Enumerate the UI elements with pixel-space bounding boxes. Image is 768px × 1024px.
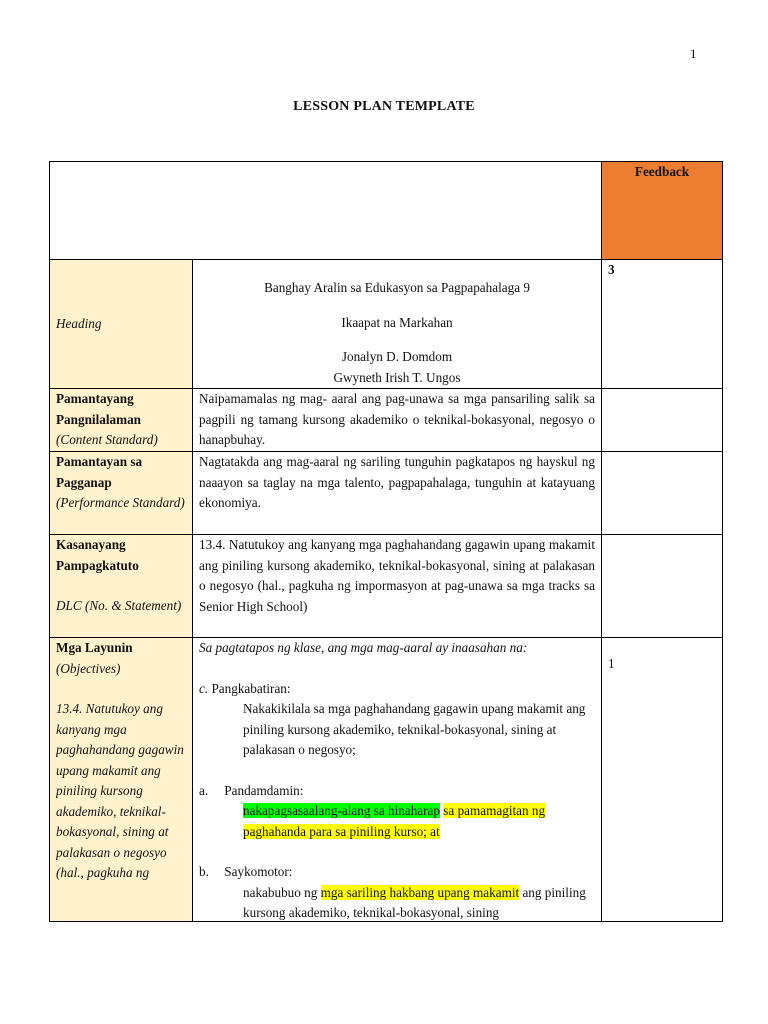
objective-affective-marker: a. <box>199 782 209 798</box>
objective-cognitive <box>199 679 595 700</box>
performance-standard-feedback <box>602 452 723 535</box>
objectives-content <box>193 638 602 922</box>
heading-content <box>193 260 602 389</box>
objective-psychomotor-title: Saykomotor: <box>224 864 293 879</box>
competency-row <box>50 535 723 638</box>
document-title: LESSON PLAN TEMPLATE <box>293 99 475 114</box>
psychomotor-text-pre: nakabubuo ng <box>243 884 321 900</box>
highlight-green: nakapagsasaalang-alang sa hinaharap <box>243 803 440 818</box>
competency-text: 13.4. Natutukoy ang kanyang mga paghahandang gagawin upang makamit ang piniling kursong akademiko, teknikal-bokasyonal, sining at palakasan o negosyo (hal., pagkuha ng impormasyon at pag-unawa sa mga tracks sa Senior High School) <box>193 535 602 638</box>
objectives-row <box>50 638 723 922</box>
competency-title-en: DLC (No. & Statement) <box>56 598 182 613</box>
objective-affective <box>199 781 595 802</box>
objectives-label-detail: 13.4. Natutukoy ang kanyang mga paghahandang gagawin upang makamit ang piniling kursong akademiko, teknikal-bokasyonal, sining at palakasan o negosyo (hal., pagkuha ng <box>56 701 184 880</box>
objective-psychomotor-marker: b. <box>199 864 209 879</box>
content-standard-text: Naipamamalas ng mag- aaral ang pag-unawa sa mga pansariling salik sa pagpili ng tamang kursong akademiko o teknikal-bokasyonal, negosyo o hanapbuhay. <box>193 389 602 452</box>
objectives-intro: Sa pagtatapos ng klase, ang mga mag-aaral ay inaasahan na: <box>199 640 528 655</box>
objectives-title-en: (Objectives) <box>56 660 121 676</box>
objective-psychomotor-text <box>199 883 595 922</box>
heading-label: Heading <box>50 260 193 389</box>
heading-row <box>50 260 723 389</box>
page-number: 1 <box>690 46 697 61</box>
performance-standard-row <box>50 452 723 535</box>
competency-title: Kasanayang Pampagkatuto <box>56 537 139 573</box>
objective-psychomotor <box>199 862 595 883</box>
performance-standard-label <box>50 452 193 535</box>
heading-feedback: 3 <box>602 260 723 389</box>
objective-affective-title: Pandamdamin: <box>224 782 304 798</box>
content-standard-title-en: (Content Standard) <box>56 432 158 447</box>
content-standard-row <box>50 389 723 452</box>
content-standard-label <box>50 389 193 452</box>
highlight-yellow: sa pamamagitan ng paghahanda para sa piniling kurso; at <box>243 803 546 839</box>
heading-subject: Banghay Aralin sa Edukasyon sa Pagpapahalaga 9 <box>264 280 530 295</box>
objectives-label <box>50 638 193 922</box>
highlight-yellow-psychomotor: mga sariling hakbang upang makamit <box>320 884 520 900</box>
objective-cognitive-text: Nakakikilala sa mga paghahandang gagawin upang makamit ang piniling kursong akademiko, teknikal-bokasyonal, sining at palakasan o negosyo; <box>243 701 586 757</box>
feedback-header: Feedback <box>602 162 723 260</box>
competency-feedback <box>602 535 723 638</box>
header-blank-cell <box>50 162 602 260</box>
objectives-title: Mga Layunin <box>56 640 133 655</box>
objectives-feedback <box>602 638 723 922</box>
objective-affective-text <box>199 801 595 842</box>
header-row <box>50 162 723 260</box>
heading-quarter: Ikaapat na Markahan <box>341 314 453 330</box>
heading-author-1: Jonalyn D. Domdom <box>341 349 453 364</box>
competency-label <box>50 535 193 638</box>
performance-standard-title: Pamantayan sa Pagganap <box>56 454 143 490</box>
objective-cognitive-marker: c. <box>199 680 209 696</box>
content-standard-feedback <box>602 389 723 452</box>
lesson-plan-table <box>49 161 723 922</box>
content-standard-title: Pamantayang Pangnilalaman <box>56 391 142 427</box>
performance-standard-title-en: (Performance Standard) <box>56 495 185 510</box>
objectives-feedback-value: 1 <box>608 656 615 671</box>
objective-cognitive-title: Pangkabatiran: <box>211 680 291 696</box>
heading-author-2: Gwyneth Irish T. Ungos <box>333 369 461 385</box>
performance-standard-text: Nagtatakda ang mag-aaral ng sariling tunguhin pagkatapos ng hayskul ng naaayon sa taglay na mga talento, pagpapahalaga, tunguhin at katayuang ekonomiya. <box>193 452 602 535</box>
psychomotor-text-post: ang piniling kursong akademiko, teknikal-bokasyonal, sining <box>243 884 586 920</box>
